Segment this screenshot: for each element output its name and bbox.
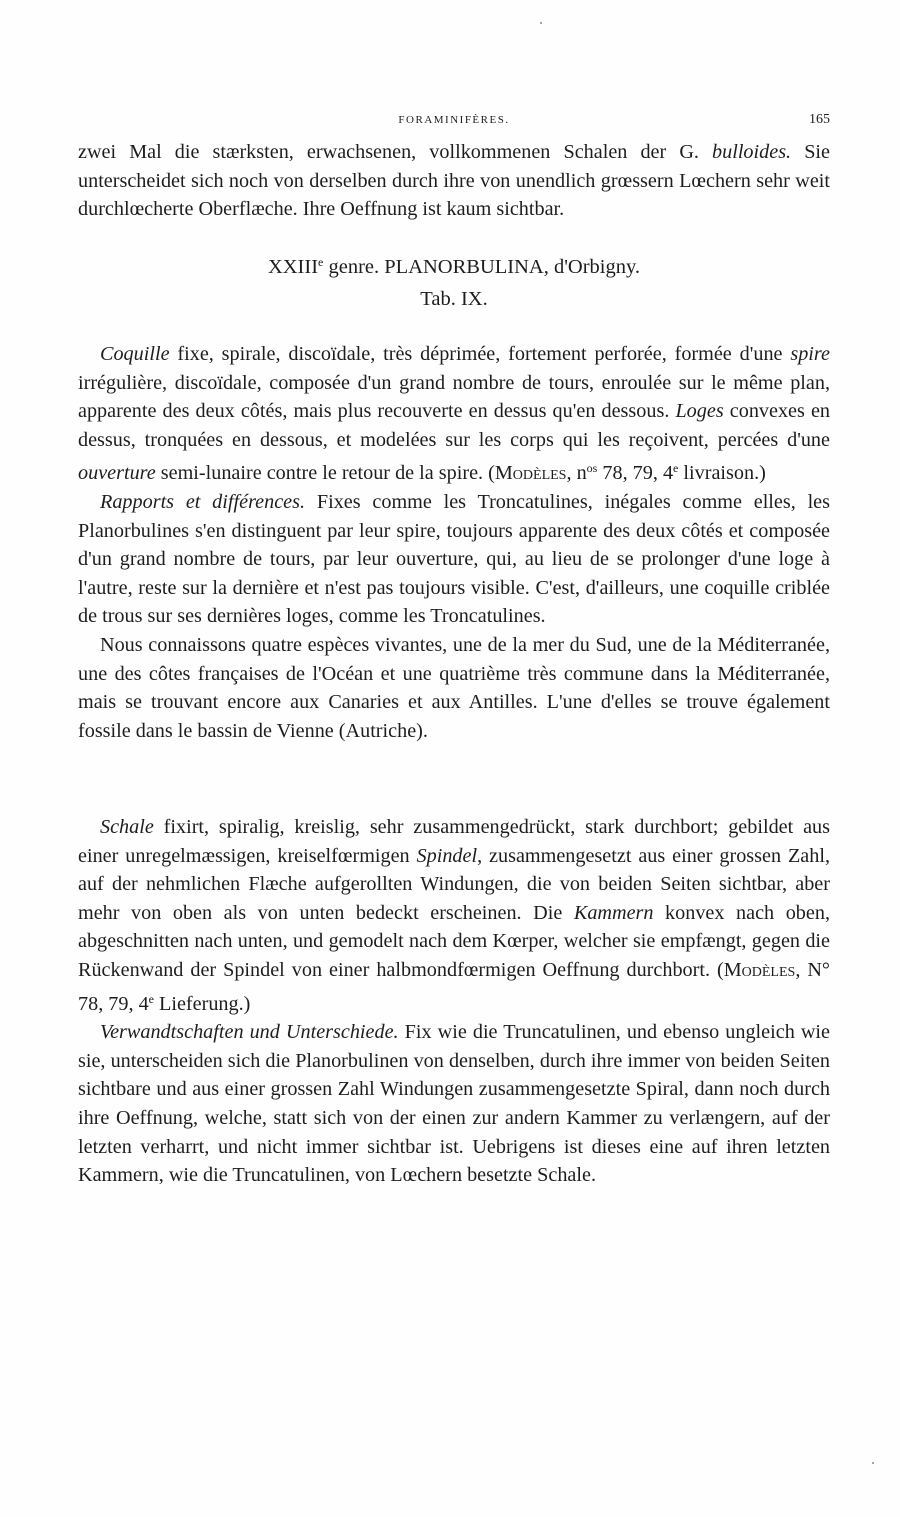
text-run: konvex nach oben, abgeschnitten nach unten, und gemodelt nach dem Kœrper, welcher sie empfængt, gegen die Rückenwand der Spindel von einer halbmondfœrmigen Oeffnung durchbort. (: [78, 901, 830, 981]
german-description: [78, 813, 830, 1018]
text-run: , zusammengesetzt aus einer grossen Zahl, auf der nehmlichen Flæche aufgerollten Windungen, die von beiden Seiten sichtbar, aber mehr von oben als von unten bedeckt erscheinen. Die: [78, 844, 830, 924]
running-head: [78, 112, 830, 132]
running-title: FORAMINIFÈRES.: [398, 114, 510, 126]
german-section: [78, 813, 830, 1190]
book-page: [78, 0, 830, 1517]
term: Verwandtschaften und Unterschiede.: [100, 1021, 399, 1044]
text-run: convexes en dessus, tronquées en dessous, et modelées sur les corps qui les reçoivent, percées d'une: [78, 400, 831, 451]
text-run: semi-lunaire contre le retour de la spire. (: [155, 462, 495, 485]
page-number: 165: [809, 112, 830, 127]
scan-speck: [872, 1462, 874, 1464]
genus-numeral: XXIII: [267, 256, 319, 278]
scan-speck: [540, 22, 542, 24]
species-name: bulloides.: [712, 141, 792, 163]
text-run: zwei Mal die stærksten, erwachsenen, vollkommenen Schalen der G.: [78, 141, 713, 163]
term: spire: [790, 343, 830, 365]
small-caps-term: Modèles: [723, 958, 796, 981]
text-run: fixirt, spiralig, kreislig, sehr zusammengedrückt, stark durchbort; gebildet aus einer unregelmæssigen, kreiselfœrmigen: [78, 816, 830, 867]
term: ouverture: [78, 462, 156, 485]
text-run: Sie unterscheidet sich noch von derselben durch ihre von unendlich grœssern Lœchern sehr weit durchlœcherte Oberflæche. Ihre Oeffnung ist kaum sichtbar.: [78, 141, 830, 221]
genus-numeral-sup: e: [318, 255, 324, 269]
french-description: [78, 340, 830, 488]
text-run: livraison.): [678, 462, 766, 485]
text-run: fixe, spirale, discoïdale, très déprimée, fortement perforée, formée d'une: [169, 343, 791, 365]
small-caps-term: Modèles: [494, 462, 567, 485]
text-run: , n: [566, 462, 587, 485]
superscript: os: [586, 461, 598, 476]
genus-title: genre. PLANORBULINA, d'Orbigny.: [323, 256, 641, 278]
term: Schale: [100, 816, 154, 838]
superscript: e: [148, 991, 154, 1006]
continued-paragraph: [78, 138, 830, 224]
term: Rapports et différences.: [100, 490, 306, 513]
text-run: Fixes comme les Troncatulines, inégales comme elles, les Planorbulines s'en distinguent par leur spire, toujours apparente des deux côtés et composée d'un grand nombre de tours, par leur ouverture, qui, au lieu de se prolonger d'une loge à l'autre, reste sur la dernière et n'est pas toujours visible. C'est, d'ailleurs, une coquille criblée de trous sur ses dernières loges, comme les Troncatulines.: [78, 490, 830, 628]
genus-heading: [78, 255, 830, 279]
text-run: Fix wie die Truncatulinen, und ebenso ungleich wie sie, unterscheiden sich die Planorbulinen von denselben, durch ihre immer von beiden Seiten sichtbare und aus einer grossen Zahl Windungen zusammengesetzte Spiral, dann noch durch ihre Oeffnung, welche, statt sich von der einen zur andern Kammer zu verlængern, auf der letzten verharrt, und nicht immer sichtbar ist. Uebrigens ist dieses eine auf ihren letzten Kammern, wie die Truncatulinen, von Lœchern besetzte Schale.: [78, 1021, 830, 1187]
text-run: Lieferung.): [153, 992, 251, 1015]
french-section: [78, 340, 830, 745]
superscript: e: [673, 461, 679, 476]
term: Spindel: [416, 844, 478, 867]
term: Kammern: [573, 901, 654, 924]
term: Coquille: [100, 343, 170, 365]
french-species: Nous connaissons quatre espèces vivantes, une de la mer du Sud, une de la Méditerranée, une des côtes françaises de l'Océan et une quatrième très commune dans la Méditerranée, mais se trouvant encore aux Canaries et aux Antilles. L'une d'elles se trouve également fossile dans le bassin de Vienne (Autriche).: [78, 633, 830, 742]
french-relations: [78, 488, 830, 631]
plate-reference: Tab. IX.: [420, 288, 488, 310]
german-relations: [78, 1018, 830, 1190]
text-run: 78, 79, 4: [597, 462, 674, 485]
term: Loges: [675, 400, 724, 423]
text-run: irrégulière, discoïdale, composée d'un grand nombre de tours, enroulée sur le même plan, apparente des deux côtés, mais plus recouverte en dessus qu'en dessous.: [78, 371, 830, 423]
text-run: , N° 78, 79, 4: [78, 958, 830, 1015]
paragraph-continuation: [78, 138, 830, 224]
